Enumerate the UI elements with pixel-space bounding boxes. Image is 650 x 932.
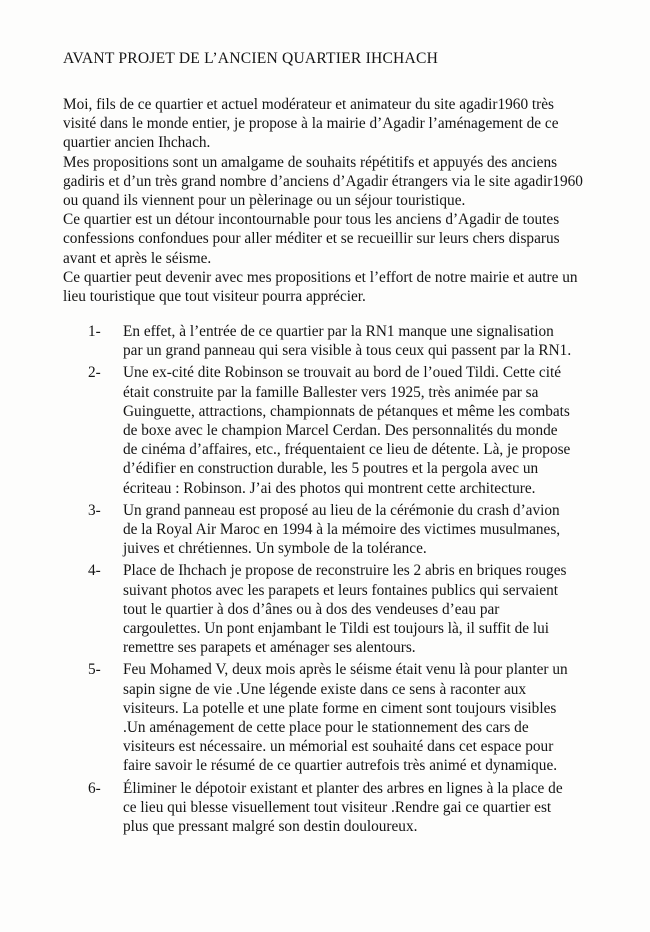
item-number: 5- <box>88 661 101 679</box>
list-item <box>0 322 575 360</box>
paragraph: Mes propositions sont un amalgame de souhaits répétitifs et appuyés des anciens gadiris et d’un très grand nombre d’anciens d’Agadir étrangers via le site agadir1960 ou quand ils viennent pour un pèlerinage ou un séjour touristique. <box>63 153 583 210</box>
item-text: Éliminer le dépotoir existant et planter des arbres en lignes à la place de ce lieu qui blesse visuellement tout visiteur .Rendre gai ce quartier est plus que pressant malgré son destin douloureux. <box>123 779 563 836</box>
list-item <box>0 660 575 775</box>
proposal-list <box>0 322 650 839</box>
item-number: 6- <box>88 779 101 797</box>
paragraph: Ce quartier est un détour incontournable pour tous les anciens d’Agadir de toutes confessions confondues pour aller méditer et se recueillir sur leurs chers disparus avant et après le séisme. <box>63 211 560 267</box>
item-text: Feu Mohamed V, deux mois après le séisme était venu là pour planter un sapin signe de vie .Une légende existe dans ce sens à raconter aux visiteurs. La potelle et une plate forme en ciment sont toujours visibles .Un aménagement de cette place pour le stationnement des cars de visiteurs est nécessaire. un mémorial est souhaité dans cet espace pour faire savoir le résumé de ce quartier autrefois très animé et dynamique. <box>123 661 568 775</box>
item-text: Un grand panneau est proposé au lieu de la cérémonie du crash d’avion de la Royal Air Maroc en 1994 à la mémoire des victimes musulmanes, juives et chrétiennes. Un symbole de la tolérance. <box>123 501 561 558</box>
intro-text <box>63 95 583 306</box>
document-title: AVANT PROJET DE L’ANCIEN QUARTIER IHCHACH <box>63 50 439 67</box>
item-number: 2- <box>88 364 101 382</box>
paragraph: Ce quartier peut devenir avec mes propositions et l’effort de notre mairie et autre un lieu touristique que tout visiteur pourra apprécier. <box>63 268 578 306</box>
list-item <box>0 363 575 497</box>
item-text: Place de Ihchach je propose de reconstruire les 2 abris en briques rouges suivant photos avec les parapets et leurs fontaines publics qui servaient tout le quartier à dos d’ânes ou à dos des vendeuses d’eau par cargoulettes. Un pont enjambant le Tildi est toujours là, il suffit de lui remettre ses parapets et aménager ses alentours. <box>123 562 567 657</box>
item-number: 4- <box>88 562 101 580</box>
item-text: Une ex-cité dite Robinson se trouvait au bord de l’oued Tildi. Cette cité était construite par la famille Ballester vers 1925, très animée par sa Guinguette, attractions, championnats de pétanques et même les combats de boxe avec le champion Marcel Cerdan. Des personnalités du monde de cinéma d’affaires, etc., fréquentaient ce lieu de détente. Là, je propose d’édifier en construction durable, les 5 poutres et la pergola avec un écriteau : Robinson. J’ai des photos qui montrent cette architecture. <box>123 364 571 497</box>
item-number: 3- <box>88 501 101 519</box>
list-item <box>0 501 575 559</box>
list-item <box>0 561 575 657</box>
paragraph: Moi, fils de ce quartier et actuel modérateur et animateur du site agadir1960 très visité dans le monde entier, je propose à la mairie d’Agadir l’aménagement de ce quartier ancien Ihchach. <box>63 96 559 152</box>
item-number: 1- <box>88 323 101 340</box>
list-item <box>0 779 575 837</box>
item-text: En effet, à l’entrée de ce quartier par la RN1 manque une signalisation par un grand panneau qui sera visible à tous ceux qui passent par la RN1. <box>123 323 572 360</box>
